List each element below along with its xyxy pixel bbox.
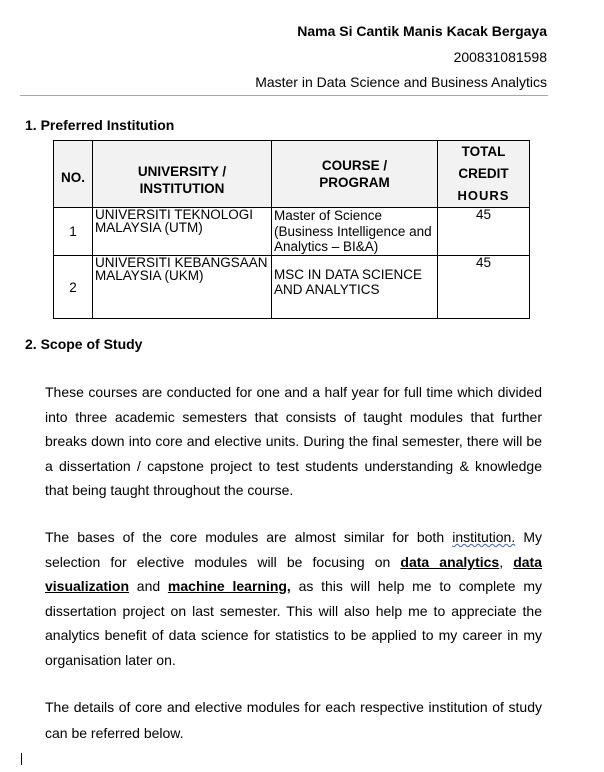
header-credit-hours [438, 141, 530, 208]
emphasis-machine-learning: machine learning, [167, 578, 291, 595]
section-heading-preferred-institution: 1. Preferred Institution [25, 117, 175, 133]
institution-table [53, 140, 530, 319]
text-run: and [129, 578, 168, 595]
table-row [54, 256, 530, 319]
header-credit-line3: HOURS [457, 188, 510, 203]
cell-no: 1 [54, 208, 93, 256]
paragraph-course-overview: These courses are conducted for one and a half year for full time which divided into three academic semesters that consists of taught modules that further breaks down into core and elective units. During the final semester, there will be a dissertation / capstone project to test students understanding & knowledge that being taught throughout the course. [45, 384, 542, 499]
table-row [54, 208, 530, 256]
header-no-label: NO. [60, 169, 85, 185]
header-course-line2: PROGRAM [319, 175, 390, 190]
paragraph-details-reference: The details of core and elective modules for each respective institution of study can be referred below. [45, 699, 542, 741]
text-run: The bases of the core modules are almost similar for both [45, 529, 453, 545]
text-run: , [499, 553, 514, 570]
header-university-line2: INSTITUTION [139, 181, 225, 196]
document-header [255, 20, 547, 95]
header-credit-line2: CREDIT [458, 166, 509, 181]
student-id: 200831081598 [453, 49, 547, 65]
emphasis-data-visualization: data visualization [45, 553, 543, 595]
header-credit-line1: TOTAL [461, 144, 506, 159]
header-divider [20, 95, 548, 96]
emphasis-data-analytics: data analytics [400, 553, 500, 570]
cell-credit: 45 [438, 256, 530, 319]
cell-university: UNIVERSITI TEKNOLOGI MALAYSIA (UTM) [93, 208, 272, 256]
cell-course: Master of Science (Business Intelligence and Analytics – BI&A) [272, 208, 438, 256]
cell-credit: 45 [438, 208, 530, 256]
paragraph-elective-selection [45, 525, 542, 673]
spelling-flagged-word[interactable]: institution. [452, 529, 516, 545]
header-university [93, 141, 272, 208]
cell-university: UNIVERSITI KEBANGSAAN MALAYSIA (UKM) [93, 256, 272, 319]
section-heading-scope-of-study: 2. Scope of Study [25, 336, 143, 352]
header-university-line1: UNIVERSITY / [137, 164, 227, 179]
text-run: as this will help me to complete my dissertation project on last semester. This will also help me to appreciate the analytics benefit of data science for statistics to be applied to my career in my organisation later on. [45, 578, 542, 668]
text-run: My selection for elective modules will be focusing on [45, 529, 542, 570]
cell-no: 2 [54, 256, 93, 319]
header-no [54, 141, 93, 208]
text-cursor[interactable] [21, 753, 22, 765]
header-course-line1: COURSE / [321, 158, 388, 173]
table-header-row [54, 141, 530, 208]
header-course [272, 141, 438, 208]
program-title: Master in Data Science and Business Analytics [255, 74, 547, 90]
author-name: Nama Si Cantik Manis Kacak Bergaya [297, 23, 547, 39]
cell-course: MSC IN DATA SCIENCE AND ANALYTICS [272, 256, 438, 319]
